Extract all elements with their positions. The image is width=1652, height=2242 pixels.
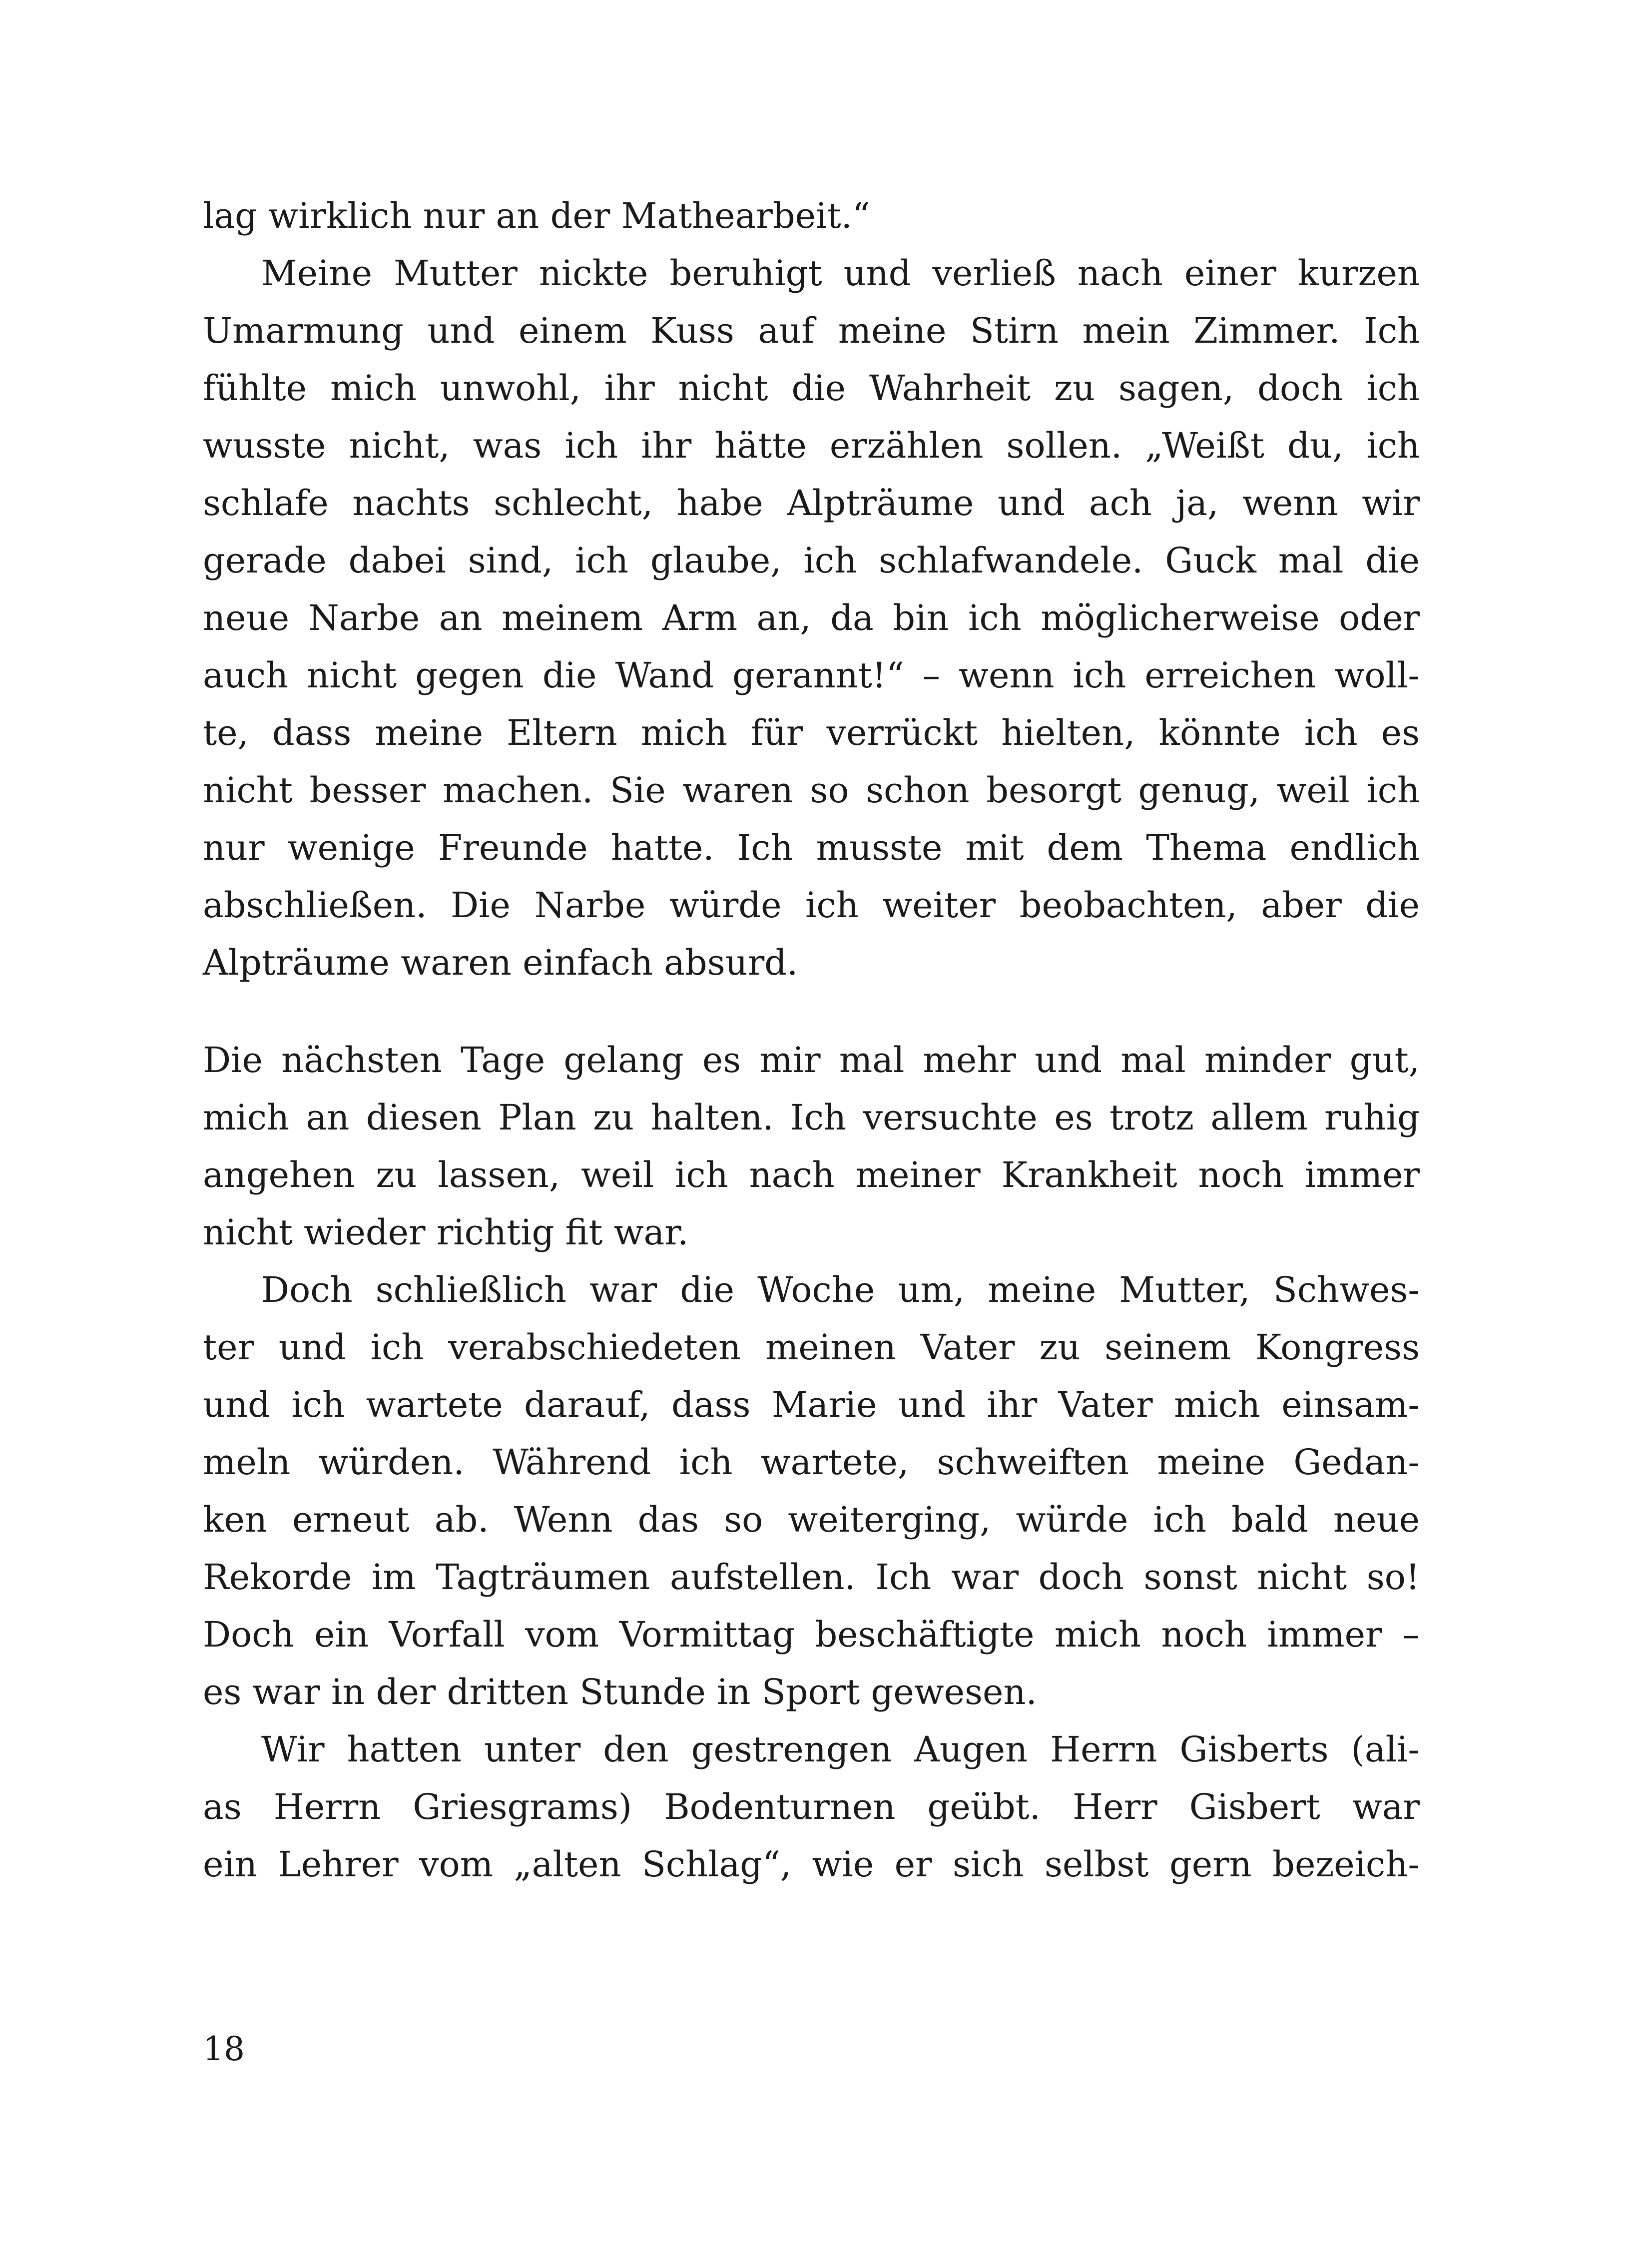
text-line: und ich wartete darauf, dass Marie und ihr Vater mich einsam- xyxy=(203,1384,1420,1425)
text-section-1 xyxy=(203,187,1420,992)
page-number: 18 xyxy=(203,2030,245,2068)
text-line: auch nicht gegen die Wand gerannt!“ – wenn ich erreichen woll- xyxy=(203,655,1420,696)
text-line: mich an diesen Plan zu halten. Ich versuchte es trotz allem ruhig xyxy=(203,1097,1420,1138)
text-line: ken erneut ab. Wenn das so weiterging, würde ich bald neue xyxy=(203,1499,1420,1540)
text-line: ein Lehrer vom „alten Schlag“, wie er sich selbst gern bezeich- xyxy=(203,1844,1420,1885)
text-line: gerade dabei sind, ich glaube, ich schlafwandele. Guck mal die xyxy=(203,540,1420,581)
text-line: schlafe nachts schlecht, habe Alpträume und ach ja, wenn wir xyxy=(203,483,1420,524)
text-line: nicht wieder richtig fit war. xyxy=(203,1212,689,1253)
text-section-2 xyxy=(203,1032,1420,1893)
text-line: Alpträume waren einfach absurd. xyxy=(203,942,798,983)
text-line: es war in der dritten Stunde in Sport gewesen. xyxy=(203,1672,1037,1712)
text-line: Rekorde im Tagträumen aufstellen. Ich war doch sonst nicht so! xyxy=(203,1557,1420,1598)
text-line: ter und ich verabschiedeten meinen Vater zu seinem Kongress xyxy=(203,1327,1420,1368)
text-line: nur wenige Freunde hatte. Ich musste mit dem Thema endlich xyxy=(203,827,1420,868)
text-line: lag wirklich nur an der Mathearbeit.“ xyxy=(203,195,870,236)
text-line: Die nächsten Tage gelang es mir mal mehr und mal minder gut, xyxy=(203,1040,1420,1081)
text-line: fühlte mich unwohl, ihr nicht die Wahrheit zu sagen, doch ich xyxy=(203,368,1420,409)
text-line: meln würden. Während ich wartete, schweiften meine Gedan- xyxy=(203,1442,1420,1483)
text-line: Meine Mutter nickte beruhigt und verließ nach einer kurzen xyxy=(261,253,1420,294)
text-line: Wir hatten unter den gestrengen Augen Herrn Gisberts (ali- xyxy=(261,1729,1420,1770)
text-line: Umarmung und einem Kuss auf meine Stirn mein Zimmer. Ich xyxy=(203,310,1420,351)
text-line: wusste nicht, was ich ihr hätte erzählen sollen. „Weißt du, ich xyxy=(203,425,1420,466)
text-line: abschließen. Die Narbe würde ich weiter beobachten, aber die xyxy=(203,885,1420,926)
text-line: angehen zu lassen, weil ich nach meiner Krankheit noch immer xyxy=(203,1154,1420,1195)
text-line: te, dass meine Eltern mich für verrückt hielten, könnte ich es xyxy=(203,712,1420,753)
text-line: as Herrn Griesgrams) Bodenturnen geübt. Herr Gisbert war xyxy=(203,1786,1420,1827)
text-line: Doch schließlich war die Woche um, meine Mutter, Schwes- xyxy=(261,1269,1420,1310)
text-line: Doch ein Vorfall vom Vormittag beschäftigte mich noch immer – xyxy=(203,1614,1420,1655)
text-line: nicht besser machen. Sie waren so schon besorgt genug, weil ich xyxy=(203,770,1420,811)
text-line: neue Narbe an meinem Arm an, da bin ich möglicherweise oder xyxy=(203,597,1420,638)
